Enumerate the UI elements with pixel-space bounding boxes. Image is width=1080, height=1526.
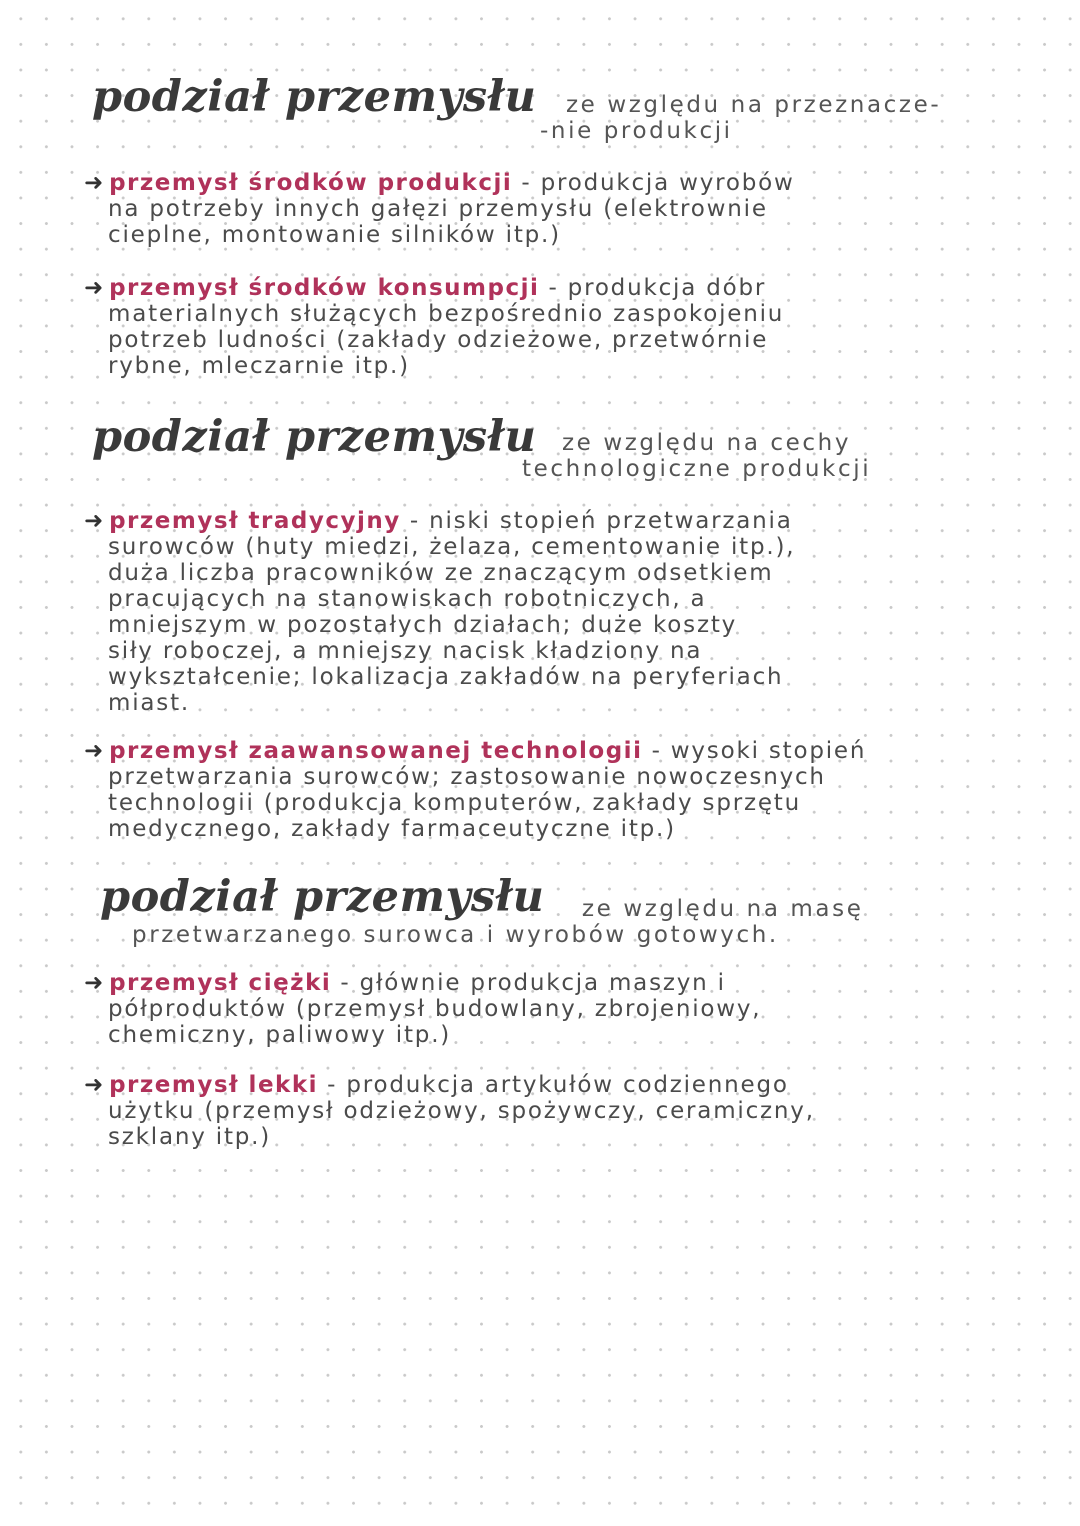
arrow-right-icon: ➜	[84, 170, 106, 196]
entry-traditional	[84, 508, 964, 716]
entry-line: surowców (huty miedzi, żelaza, cementowanie itp.),	[108, 534, 796, 560]
arrow-right-icon: ➜	[84, 738, 106, 764]
entry-heavy	[84, 970, 964, 1048]
entry-first-line	[84, 738, 964, 764]
entry-term: przemysł lekki	[109, 1072, 319, 1098]
arrow-right-icon: ➜	[84, 508, 106, 534]
entry-line: chemiczny, paliwowy itp.)	[108, 1022, 452, 1048]
entry-line: półproduktów (przemysł budowlany, zbrojeniowy,	[108, 996, 762, 1022]
section-heading	[92, 412, 872, 482]
entry-definition-start: - produkcja artykułów codziennego	[318, 1072, 789, 1098]
entry-definition-start: - głównie produkcja maszyn i	[331, 970, 726, 996]
heading-title: podział przemysłu	[92, 412, 537, 462]
entry-definition-start: - niski stopień przetwarzania	[400, 508, 793, 534]
entry-line: szklany itp.)	[108, 1124, 272, 1150]
arrow-right-icon: ➜	[84, 1072, 106, 1098]
entry-line: medycznego, zakłady farmaceutyczne itp.)	[108, 816, 676, 842]
entry-light	[84, 1072, 964, 1150]
entry-first-line	[84, 170, 964, 196]
entry-first-line	[84, 275, 964, 301]
heading-subtitle-line2: -nie produkcji	[540, 118, 733, 144]
entry-line: przetwarzania surowców; zastosowanie nowoczesnych	[108, 764, 826, 790]
entry-term: przemysł ciężki	[109, 970, 332, 996]
entry-line: materialnych służących bezpośrednio zaspokojeniu	[108, 301, 785, 327]
entry-line: cieplne, montowanie silników itp.)	[108, 222, 561, 248]
entry-line: na potrzeby innych gałęzi przemysłu (elektrownie	[108, 196, 768, 222]
entry-line: siły roboczej, a mniejszy nacisk kładziony na	[108, 638, 703, 664]
section-heading	[92, 72, 942, 144]
entry-definition-start: - wysoki stopień	[642, 738, 867, 764]
entry-line: rybne, mleczarnie itp.)	[108, 353, 410, 379]
entry-definition-start: - produkcja wyrobów	[512, 170, 795, 196]
entry-means-of-production	[84, 170, 964, 248]
entry-line: miast.	[108, 690, 191, 716]
entry-line: technologii (produkcja komputerów, zakłady sprzętu	[108, 790, 801, 816]
entry-line: mniejszym w pozostałych działach; duże koszty	[108, 612, 738, 638]
heading-subtitle-line1: ze względu na przeznacze-	[566, 92, 942, 118]
entry-term: przemysł zaawansowanej technologii	[109, 738, 643, 764]
entry-term: przemysł środków produkcji	[109, 170, 513, 196]
entry-term: przemysł środków konsumpcji	[109, 275, 540, 301]
entry-line: potrzeb ludności (zakłady odzieżowe, przetwórnie	[108, 327, 769, 353]
entry-definition-start: - produkcja dóbr	[539, 275, 767, 301]
heading-title: podział przemysłu	[92, 72, 537, 122]
entry-line: duża liczba pracowników ze znaczącym odsetkiem	[108, 560, 774, 586]
arrow-right-icon: ➜	[84, 275, 106, 301]
heading-subtitle-line2: przetwarzanego surowca i wyrobów gotowych.	[132, 922, 779, 948]
entry-term: przemysł tradycyjny	[109, 508, 401, 534]
entry-consumer-goods	[84, 275, 964, 379]
heading-subtitle-line2: technologiczne produkcji	[522, 456, 872, 482]
entry-line: wykształcenie; lokalizacja zakładów na peryferiach	[108, 664, 784, 690]
heading-subtitle-line1: ze względu na masę	[582, 896, 864, 922]
entry-first-line	[84, 970, 964, 996]
arrow-right-icon: ➜	[84, 970, 106, 996]
entry-first-line	[84, 1072, 964, 1098]
entry-line: użytku (przemysł odzieżowy, spożywczy, ceramiczny,	[108, 1098, 815, 1124]
section-heading	[100, 872, 864, 948]
entry-advanced-technology	[84, 738, 964, 842]
heading-title: podział przemysłu	[100, 872, 545, 922]
entry-first-line	[84, 508, 964, 534]
entry-line: pracujących na stanowiskach robotniczych, a	[108, 586, 707, 612]
heading-subtitle-line1: ze względu na cechy	[562, 430, 852, 456]
